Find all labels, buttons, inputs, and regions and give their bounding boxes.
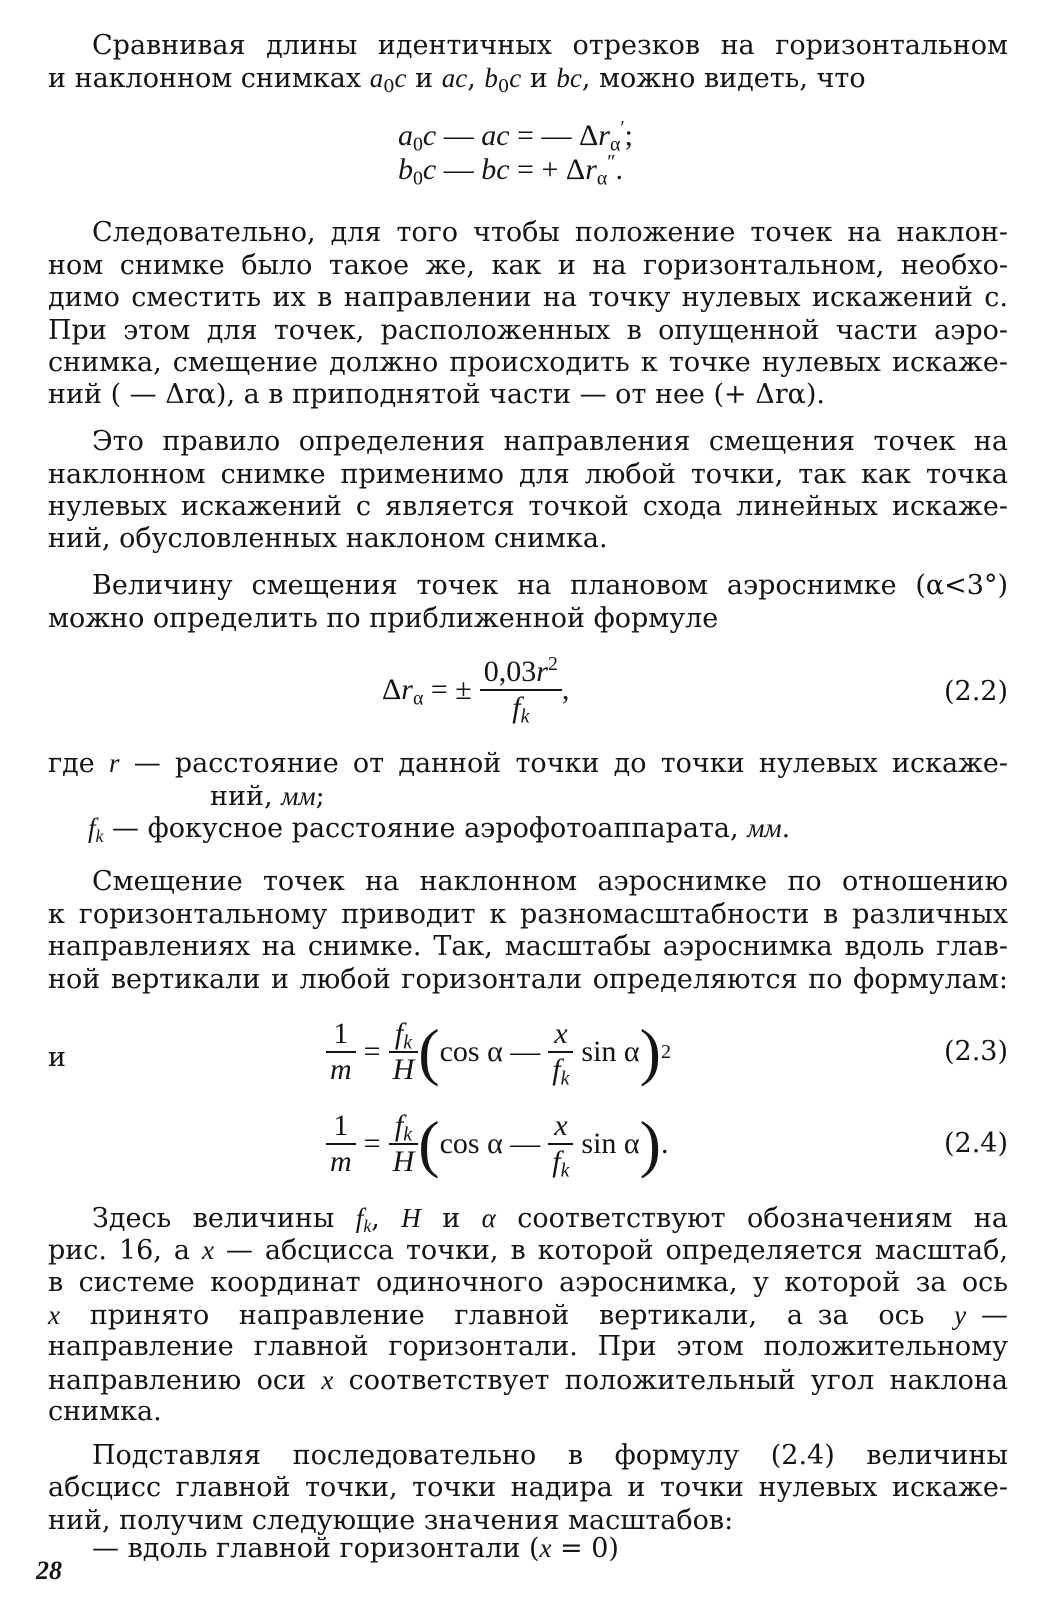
equation-b: $b_0c$ — bc = + $\Delta r_\alpha''$. — [398, 151, 623, 190]
p6-line-3: в системе координат одиночного аэроснимка, у которой за ось — [48, 1267, 1008, 1298]
p6-line-7: снимка. — [48, 1396, 162, 1427]
p6-line-5: направление главной горизонтали. При этом положительному — [48, 1331, 1008, 1362]
formula-2-4: $\frac{1}{m}$ = $\frac{f_k}{H}$ ( cos α — $\frac{x}{f_k}$ sin α ) . — [326, 1098, 668, 1190]
p3-line-1: Это правило определения направления смещения точек на — [92, 426, 1008, 457]
p3-line-3: нулевых искажений c является точкой схода линейных искаже- — [48, 491, 1008, 522]
equation-a: $a_0c$ — ac = — $\Delta r_\alpha'$; — [398, 117, 633, 156]
p4-line-2: можно определить по приближенной формуле — [48, 603, 719, 634]
formula-2-4-number: (2.4) — [943, 1128, 1008, 1159]
formula-2-3-number: (2.3) — [943, 1036, 1008, 1067]
where-line-1: где r — расстояние от данной точки до точки нулевых искаже- — [48, 748, 1008, 779]
p7-line-3: ний, получим следующие значения масштабов: — [48, 1505, 734, 1536]
p6-line-2: рис. 16, а x — абсцисса точки, в которой определяется масштаб, — [48, 1235, 1008, 1266]
p6-line-6: направлению оси x соответствует положительный угол наклона — [48, 1365, 1008, 1396]
formula-2-2: $\Delta r_\alpha$ = ± $\frac{0,03r^2}{f_k}$ , — [382, 653, 570, 728]
p5-line-2: к горизонтальному приводит к разномасштабности в различных — [48, 899, 1008, 930]
p2-line-1: Следовательно, для того чтобы положение точек на наклон- — [92, 217, 1008, 248]
where-line-3: $f_k$ — фокусное расстояние аэрофотоаппарата, мм. — [88, 813, 791, 846]
p7-line-1: Подставляя последовательно в формулу (2.4) величины — [92, 1440, 1008, 1471]
p2-line-3: димо сместить их в направлении на точку нулевых искажений c. — [48, 282, 1008, 313]
p7-line-4: — вдоль главной горизонтали (x = 0) — [92, 1533, 619, 1564]
p1-line-2: и наклонном снимках $a_0c$ и ac, $b_0c$ и bc, можно видеть, что — [48, 63, 866, 97]
p5-line-4: ной вертикали и любой горизонтали определяются по формулам: — [48, 964, 1008, 995]
page-number: 28 — [36, 1556, 62, 1585]
where-line-2: ний, мм; — [210, 781, 325, 812]
p4-line-1: Величину смещения точек на плановом аэроснимке (α<3°) — [92, 570, 1008, 601]
p5-line-1: Смещение точек на наклонном аэроснимке по отношению — [92, 866, 1008, 897]
p5-line-3: направлениях на снимке. Так, масштабы аэроснимка вдоль глав- — [48, 931, 1008, 962]
p3-line-2: наклонном снимке применимо для любой точки, так как точка — [48, 459, 1008, 490]
p2-line-5: снимка, смещение должно происходить к точке нулевых искаже- — [48, 347, 1008, 378]
p3-line-4: ний, обусловленных наклоном снимка. — [48, 523, 608, 554]
p6-line-1: Здесь величины $f_k$, H и α соответствуют обозначениям на — [92, 1203, 1008, 1236]
conjunction: и — [48, 1042, 66, 1073]
formula-2-2-fraction: $\frac{0,03r^2}{f_k}$ — [480, 655, 562, 725]
p6-line-4: x принято направление главной вертикали, а за ось y — — [48, 1300, 1008, 1331]
p1-line-1: Сравнивая длины идентичных отрезков на горизонтальном — [92, 30, 1008, 61]
p2-line-4: При этом для точек, расположенных в опущенной части аэро- — [48, 315, 1008, 346]
formula-2-3: $\frac{1}{m}$ = $\frac{f_k}{H}$ ( cos α — $\frac{x}{f_k}$ sin α ) 2 — [326, 1006, 671, 1098]
p7-line-2: абсцисс главной точки, точки надира и точки нулевых искаже- — [48, 1472, 1008, 1503]
p2-line-2: ном снимке было такое же, как и на горизонтальном, необхо- — [48, 250, 1008, 281]
p2-line-6: ний ( — Δrα), а в приподнятой части — от нее (+ Δrα). — [48, 379, 825, 410]
formula-2-2-number: (2.2) — [943, 676, 1008, 707]
